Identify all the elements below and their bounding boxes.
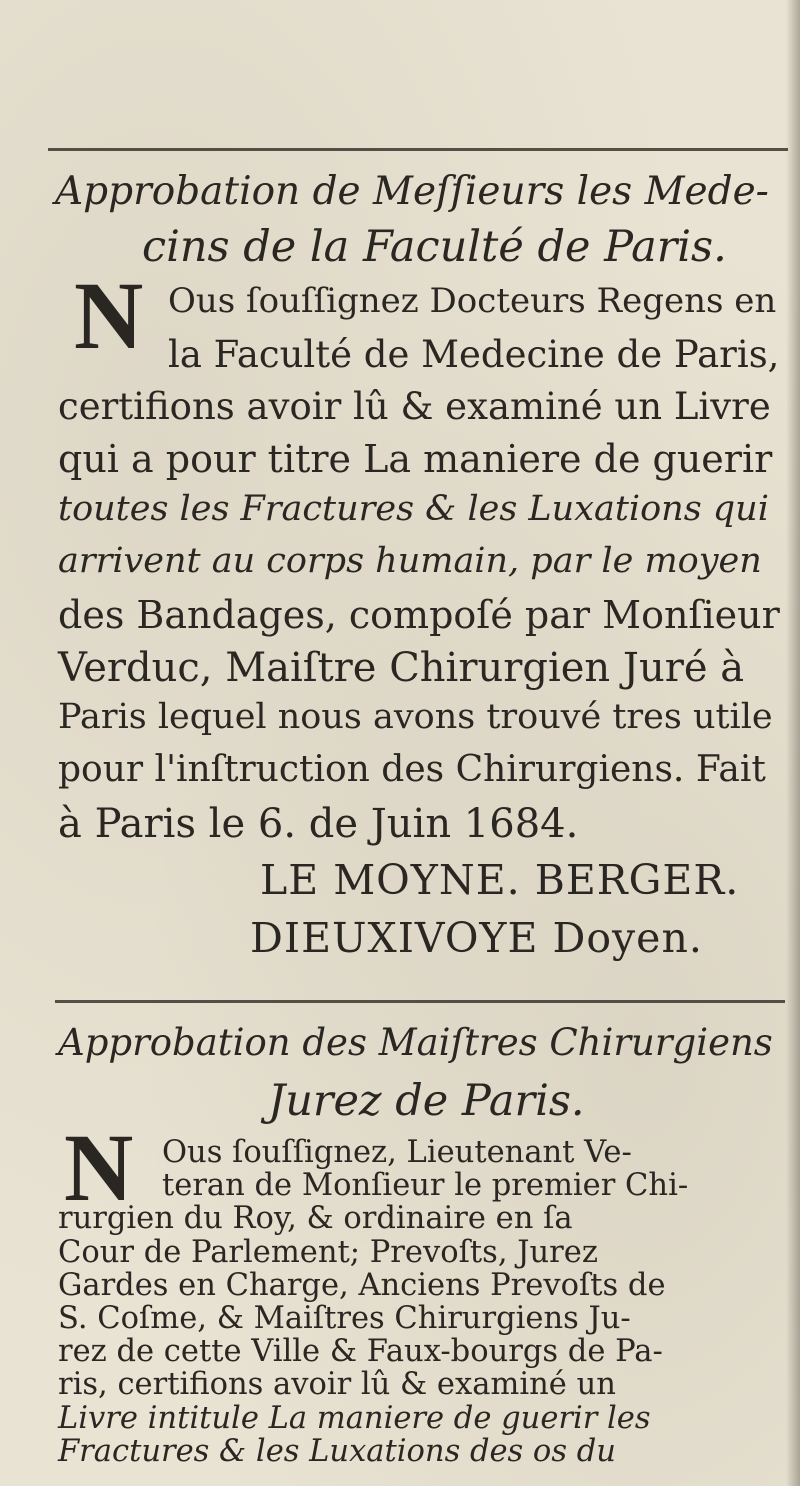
text-line: rez de cette Ville & Faux-bourgs de Pa- bbox=[58, 1334, 663, 1370]
top-rule bbox=[48, 148, 788, 151]
approbation-title-1: Approbation de Meſſieurs les Mede- bbox=[55, 169, 769, 214]
text-line: des Bandages, compoſé par Monſieur bbox=[58, 593, 780, 637]
section-divider bbox=[55, 1000, 785, 1003]
text-line: ris, certifions avoir lû & examiné un bbox=[58, 1367, 616, 1403]
text-line: pour l'inſtruction des Chirurgiens. Fait bbox=[58, 749, 766, 790]
text-line: Fractures & les Luxations des os du bbox=[58, 1433, 616, 1469]
text-line: qui a pour titre La maniere de guerir bbox=[58, 437, 773, 481]
approbation-title-2b: Jurez de Paris. bbox=[268, 1076, 585, 1126]
text-line: teran de Monſieur le premier Chi- bbox=[162, 1168, 689, 1204]
signature-line-2: DIEUXIVOYE Doyen. bbox=[250, 914, 703, 962]
text-line: la Faculté de Medecine de Paris, bbox=[168, 333, 780, 376]
text-line: Verduc, Maiſtre Chirurgien Juré à bbox=[58, 645, 745, 691]
text-line: rurgien du Roy, & ordinaire en ſa bbox=[58, 1201, 573, 1237]
text-line: toutes les Fractures & les Luxations qui bbox=[58, 489, 769, 529]
text-line: arrivent au corps humain, par le moyen bbox=[58, 541, 762, 581]
page-edge-shadow bbox=[786, 0, 800, 1486]
drop-cap-2: N bbox=[64, 1114, 134, 1221]
signature-line-1: LE MOYNE. BERGER. bbox=[260, 856, 740, 904]
drop-cap-1: N bbox=[74, 262, 144, 369]
text-line: à Paris le 6. de Juin 1684. bbox=[58, 801, 579, 847]
text-line: S. Coſme, & Maiſtres Chirurgiens Ju- bbox=[58, 1301, 631, 1336]
approbation-title-2: Approbation des Maiſtres Chirurgiens bbox=[58, 1021, 773, 1064]
text-line: Ous ſouſſignez, Lieutenant Ve- bbox=[162, 1135, 632, 1170]
text-line: Cour de Parlement; Prevoſts, Jurez bbox=[58, 1234, 598, 1270]
text-line: Ous ſouſſignez Docteurs Regens en bbox=[168, 281, 777, 321]
approbation-title-1b: cins de la Faculté de Paris. bbox=[142, 222, 727, 272]
text-line: Livre intitule La maniere de guerir les bbox=[58, 1400, 651, 1436]
text-line: Paris lequel nous avons trouvé tres utile bbox=[58, 697, 773, 737]
text-line: Gardes en Charge, Anciens Prevoſts de bbox=[58, 1267, 666, 1303]
text-line: certifions avoir lû & examiné un Livre bbox=[58, 385, 771, 428]
